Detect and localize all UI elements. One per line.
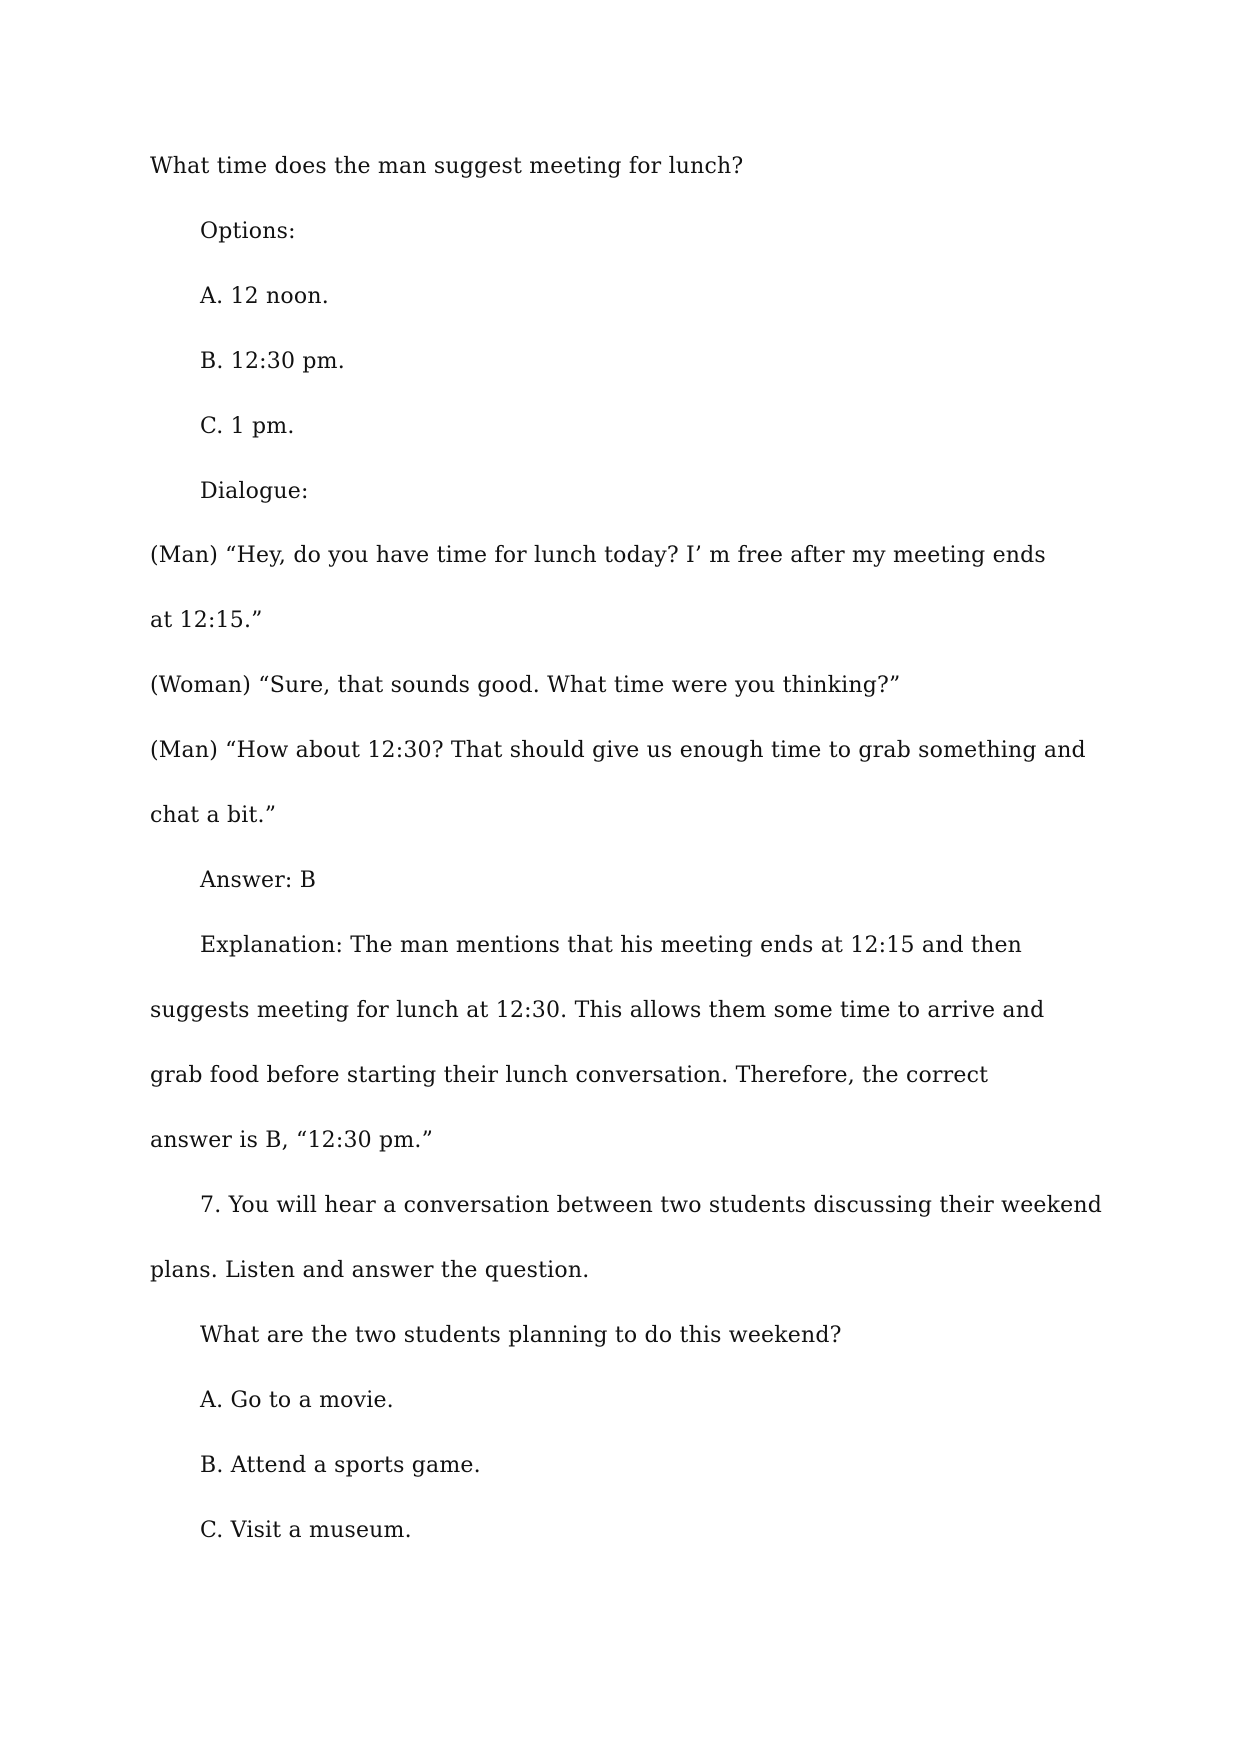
explanation-text: grab food before starting their lunch conversation. Therefore, the correct <box>150 1063 989 1088</box>
question-7-text: What are the two students planning to do this weekend? <box>200 1323 842 1348</box>
dialogue-line: (Man) “How about 12:30? That should give us enough time to grab something and <box>150 738 1086 763</box>
option-b: B. 12:30 pm. <box>200 349 345 374</box>
explanation-text: Explanation: The man mentions that his meeting ends at 12:15 and then <box>200 933 1023 958</box>
explanation-text: answer is B, “12:30 pm.” <box>150 1128 434 1153</box>
option-b: B. Attend a sports game. <box>200 1453 481 1478</box>
option-c: C. Visit a museum. <box>200 1518 412 1543</box>
question-7-intro: plans. Listen and answer the question. <box>150 1258 590 1283</box>
dialogue-heading: Dialogue: <box>200 479 309 504</box>
option-a: A. Go to a movie. <box>200 1388 394 1413</box>
dialogue-line: (Woman) “Sure, that sounds good. What time were you thinking?” <box>150 673 901 698</box>
dialogue-line: at 12:15.” <box>150 608 263 633</box>
dialogue-line: (Man) “Hey, do you have time for lunch today? I’ m free after my meeting ends <box>150 543 1046 568</box>
question-7-intro: 7. You will hear a conversation between two students discussing their weekend <box>200 1193 1103 1218</box>
options-heading: Options: <box>200 219 296 244</box>
dialogue-line: chat a bit.” <box>150 803 277 828</box>
question-text: What time does the man suggest meeting for lunch? <box>150 154 744 179</box>
answer-text: Answer: B <box>200 868 317 893</box>
option-a: A. 12 noon. <box>200 284 329 309</box>
explanation-text: suggests meeting for lunch at 12:30. This allows them some time to arrive and <box>150 998 1045 1023</box>
option-c: C. 1 pm. <box>200 414 295 439</box>
